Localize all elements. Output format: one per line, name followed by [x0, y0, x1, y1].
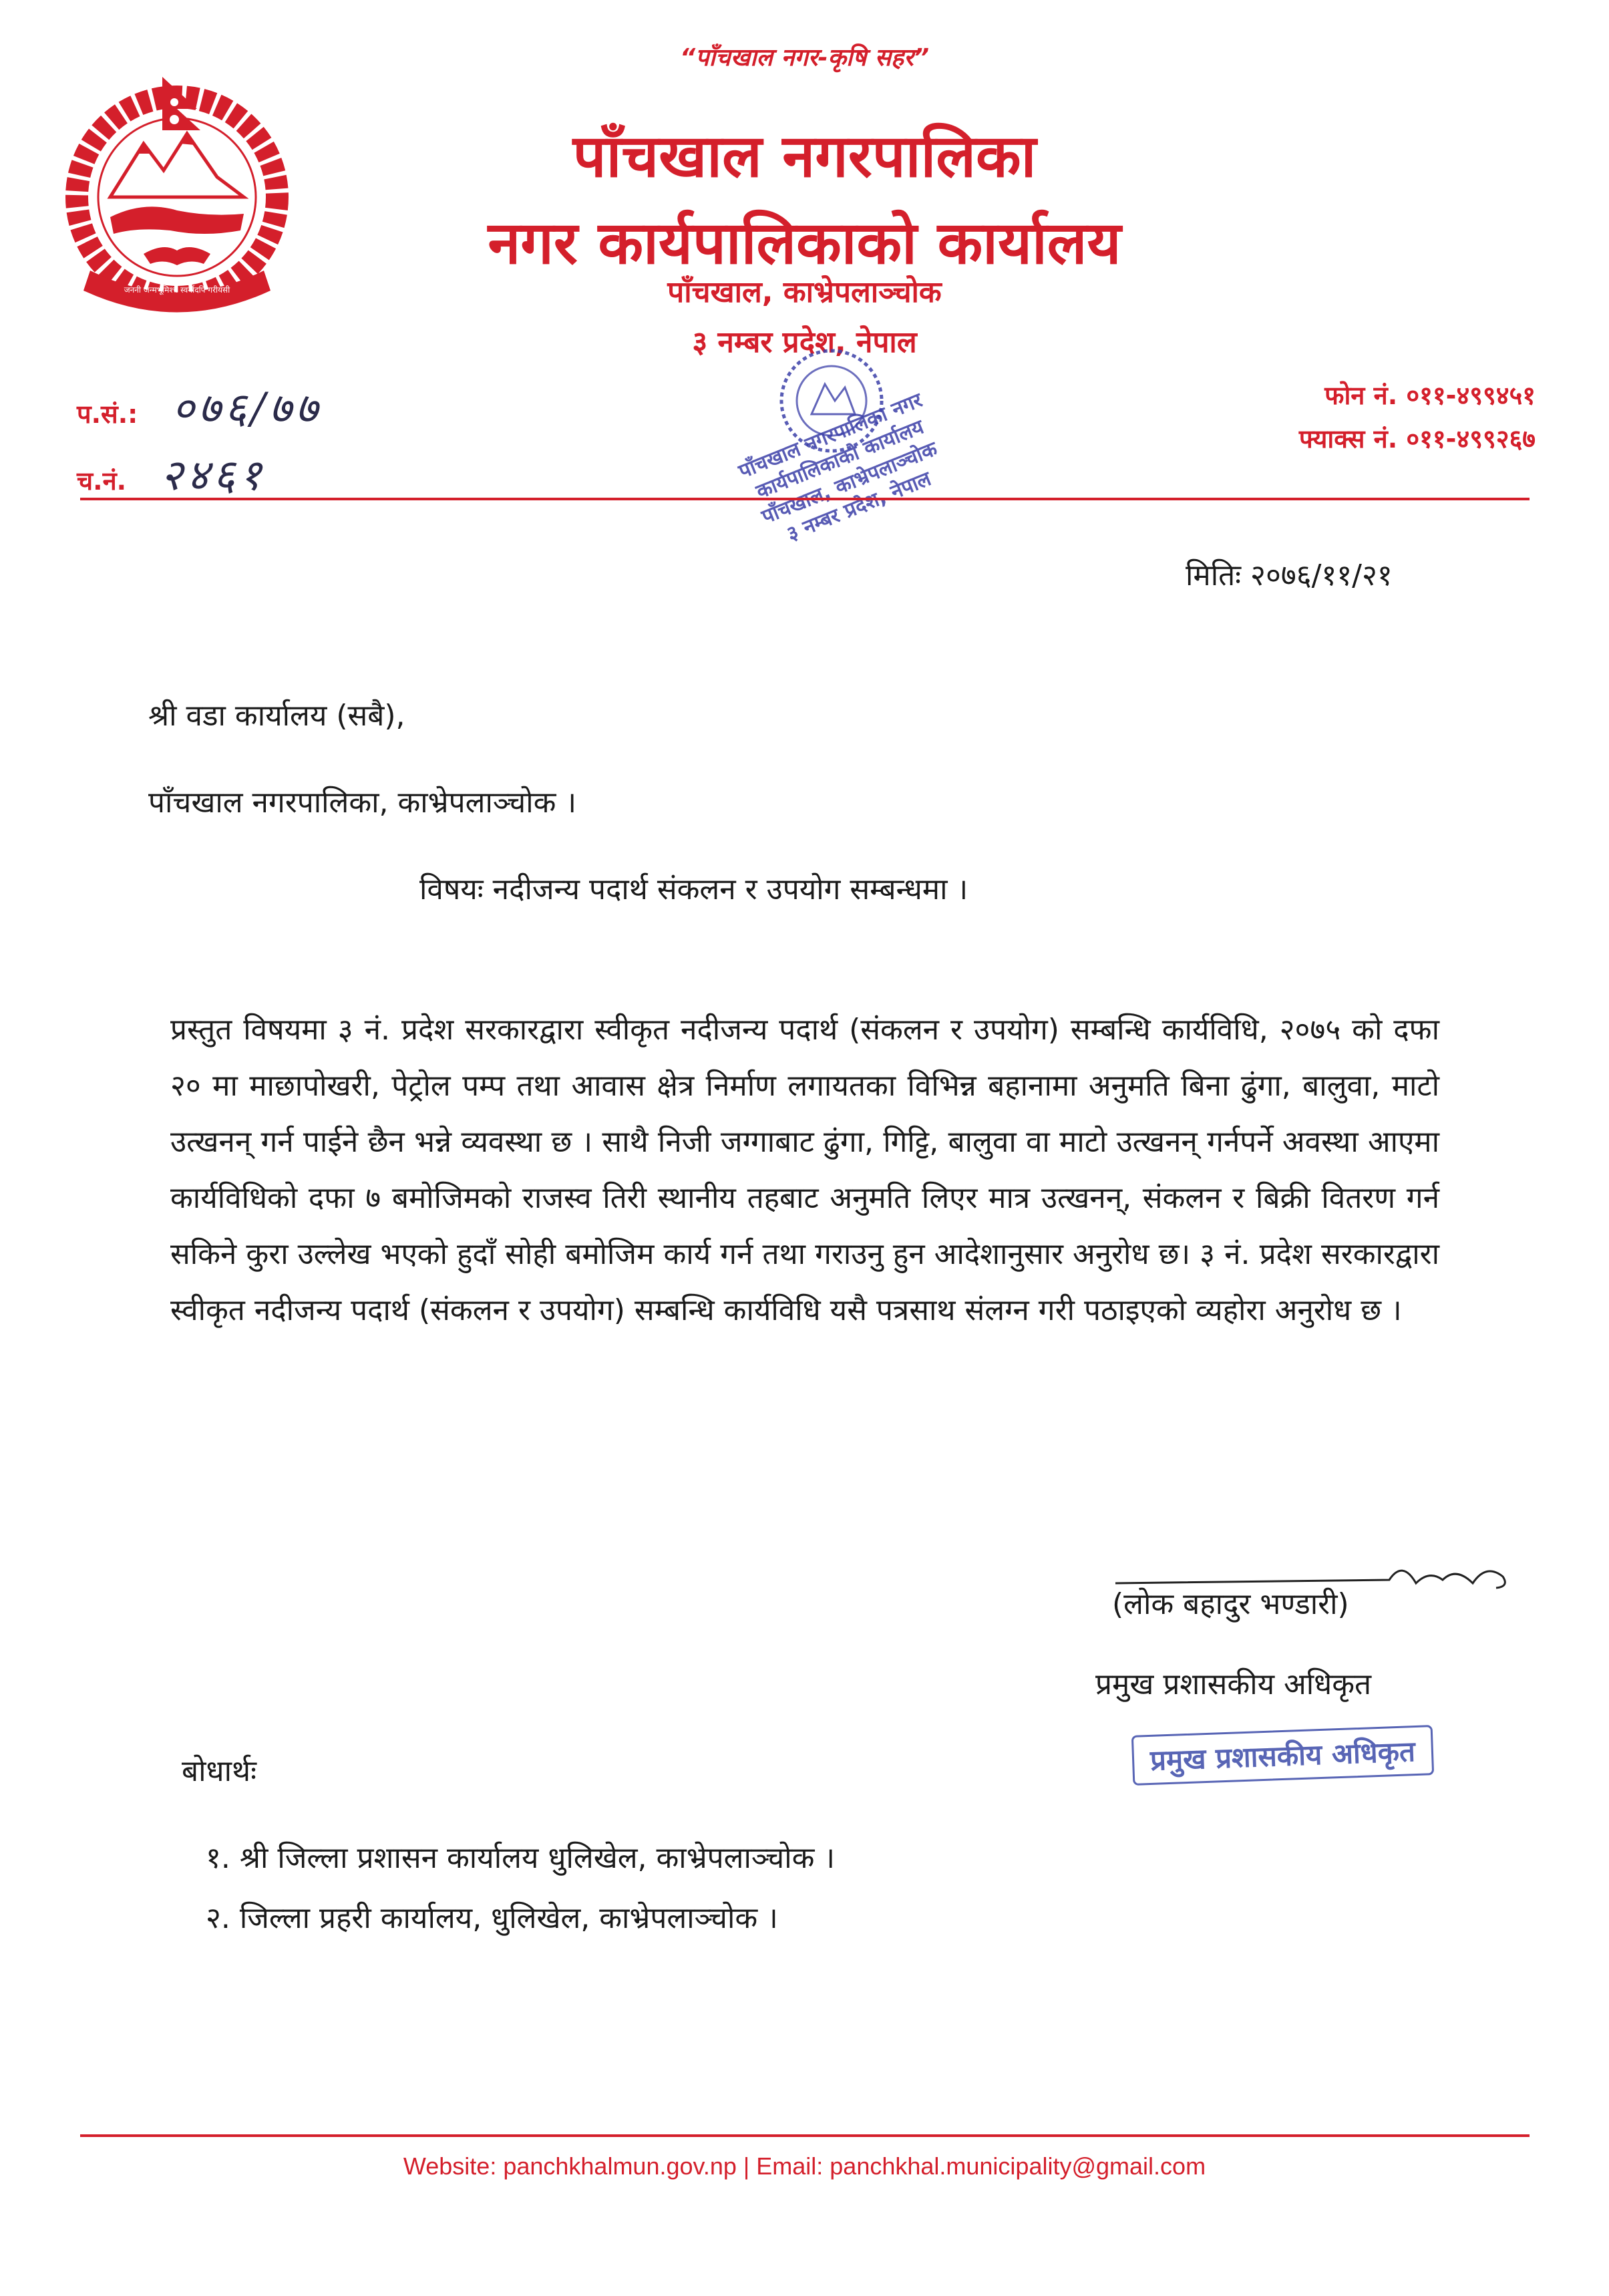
- signatory-title: प्रमुख प्रशासकीय अधिकृत: [1095, 1667, 1372, 1701]
- address-line-1: पाँचखाल, काभ्रेपलाञ्चोक: [667, 275, 942, 309]
- phone-number: फोन नं. ०११-४९९४५१: [1324, 381, 1536, 410]
- reference-label: प.सं.:: [77, 399, 138, 429]
- reference-number: [77, 377, 322, 436]
- footer-contact: Website: panchkhalmun.gov.np | Email: panchkhal.municipality@gmail.com: [403, 2152, 1206, 2180]
- letter-body: प्रस्तुत विषयमा ३ नं. प्रदेश सरकारद्वारा स्वीकृत नदीजन्य पदार्थ (संकलन र उपयोग) सम्बन्धि कार्यविधि, २०७५ को दफा २० मा माछापोखरी, पेट्रोल पम्प तथा आवास क्षेत्र निर्माण लगायतका विभिन्न बहानामा अनुमति बिना ढुंगा, बालुवा, माटो उत्खनन् गर्न पाईने छैन भन्ने व्यवस्था छ । साथै निजी जग्गाबाट ढुंगा, गिट्टि, बालुवा वा माटो उत्खनन् गर्नपर्ने अवस्था आएमा कार्यविधिको दफा ७ बमोजिमको राजस्व तिरी स्थानीय तहबाट अनुमति लिएर मात्र उत्खनन्, संकलन र बिक्री वितरण गर्न सकिने कुरा उल्लेख भएको हुदाँ सोही बमोजिम कार्य गर्न तथा गराउनु हुन आदेशानुसार अनुरोध छ। ३ नं. प्रदेश सरकारद्वारा स्वीकृत नदीजन्य पदार्थ (संकलन र उपयोग) सम्बन्धि कार्यविधि यसै पत्रसाथ संलग्न गरी पठाइएको व्यहोरा अनुरोध छ ।: [170, 1013, 1439, 1327]
- recipient-line-1: श्री वडा कार्यालय (सबै),: [148, 699, 405, 733]
- address-line-2: ३ नम्बर प्रदेश, नेपाल: [692, 325, 917, 359]
- cc-item: २. जिल्ला प्रहरी कार्यालय, धुलिखेल, काभ्रेपलाञ्चोक ।: [206, 1901, 778, 1935]
- dispatch-number: [77, 444, 265, 502]
- footer-divider: [80, 2134, 1530, 2137]
- cc-item: १. श्री जिल्ला प्रशासन कार्यालय धुलिखेल, काभ्रेपलाञ्चोक ।: [206, 1841, 836, 1875]
- emblem-motto: जननी जन्मभूमिश्च स्वर्गादपि गरीयसी: [124, 285, 230, 295]
- organization-name: पाँचखाल नगरपालिका: [572, 122, 1037, 190]
- fax-number: फ्याक्स नं. ०११-४९९२६७: [1298, 424, 1536, 454]
- recipient-line-2: पाँचखाल नगरपालिका, काभ्रेपलाञ्चोक ।: [148, 786, 577, 820]
- signatory-stamp: प्रमुख प्रशासकीय अधिकृत: [1131, 1725, 1434, 1786]
- reference-value: ०७६/७७: [172, 384, 322, 434]
- header-divider: [80, 498, 1530, 500]
- tagline: “पाँचखाल नगर-कृषि सहर”: [679, 44, 930, 71]
- signatory-name: (लोक बहादुर भण्डारी): [1112, 1587, 1349, 1621]
- letter-date: मितिः २०७६/११/२१: [1186, 558, 1393, 593]
- cc-label: बोधार्थः: [182, 1754, 256, 1788]
- office-name: नगर कार्यपालिकाको कार्यालय: [488, 208, 1121, 277]
- dispatch-value: २४६१: [160, 451, 266, 500]
- office-seal: [725, 321, 952, 564]
- dispatch-label: च.नं.: [77, 466, 127, 496]
- seal-text: पाँचखाल नगरपालिका नगर कार्यपालिकाको कार्यालय पाँचखाल, काभ्रेपलाञ्चोक ३ नम्बर प्रदेश, नेपाल: [735, 388, 941, 546]
- letter-subject: विषयः नदीजन्य पदार्थ संकलन र उपयोग सम्बन्धमा ।: [419, 872, 968, 907]
